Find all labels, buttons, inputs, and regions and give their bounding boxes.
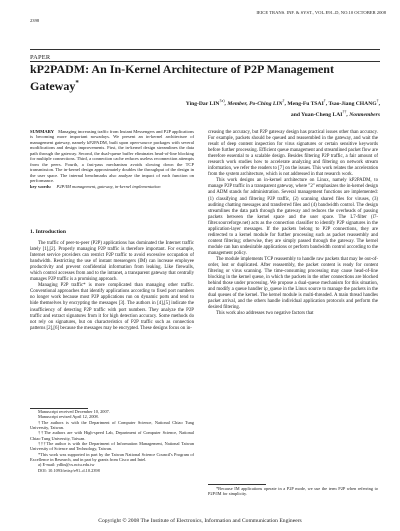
- author-4: , Tsao-Jiang CHANG: [325, 100, 377, 107]
- footnote: †The authors is with the Department of Computer Science, National Chiao Tung University, Taiwan.: [30, 419, 194, 431]
- footnote-doi: DOI: 10.1093/ietisy/e91–d.10.2398: [38, 467, 100, 473]
- title-text: kP2PADM: An In-Kernel Architecture of P2P Management Gateway: [30, 62, 334, 93]
- footnote: Manuscript revised April 12, 2008.: [38, 414, 99, 420]
- paper-title: [30, 62, 380, 93]
- page-number: 2398: [30, 18, 40, 23]
- right-footnote: [208, 486, 378, 497]
- abstract-text: Managing increasing traffic from Instant Messengers and P2P applications is becoming more important nowadays. We present an in-kernel architecture of management gateway, namely kP2PADM, built upon open-source packages with several modifications and design improvements. First, the in-kernel design streamlines the data path through the gateway. Second, the dual-queue buffer eliminates head-of-line blocking for multiple connections. Third, a connection cache reduces useless reconnection attempts from the peers. Fourth, a fast-pass mechanism avoids slowing down the TCP transmission. The in-kernel design approximately doubles the throughput of the design in the user space. The internal benchmarks also analyze the impact of each function on performance.: [30, 129, 194, 184]
- author-4-mark: †: [376, 98, 379, 103]
- left-column-body: [30, 241, 194, 332]
- abstract-label: SUMMARY: [30, 129, 55, 134]
- author-2: , Member, Po-Ching LIN: [224, 100, 283, 107]
- left-footnotes: [30, 409, 194, 473]
- author-3: , Meng-Fu TSAI: [284, 100, 324, 107]
- footnote: Manuscript received December 10, 2007.: [38, 409, 110, 414]
- body-paragraph: creasing the accuracy, but P2P gateway design has practical issues other than accuracy. For example, packets should be queued and reassembled in the gateway, and wait the result of deep content inspection for virus signatures or certain sensitive keywords before further processing. Efficient queue management and streamlined packet flow are therefore essential to a scalable design. Besides filtering P2P traffic, a fair amount of research work studies how to accelerate analyzing and filtering on network stream information, we refer the readers to [7] on the issues. This work relates the acceleration from the system architecture, which is not addressed in that research work.: [208, 130, 378, 178]
- author-2-mark: †: [282, 98, 285, 103]
- section-heading-introduction: 1. Introduction: [30, 229, 66, 235]
- body-paragraph: The traffic of peer-to-peer (P2P) applications has dominated the Internet traffic lately [1],[2]. Properly managing P2P traffic is therefore important. For example, Internet service providers can restrict P2P traffic to avoid excessive occupation of bandwidth. Restricting the use of instant messengers (IM) can increase employee productivity and prevent confidential information from leaking. Like firewalls, which control accesses from and to the intranet, a transparent gateway that centrally manages P2P traffic is a promising approach.: [30, 241, 194, 283]
- author-line-2: [186, 108, 380, 119]
- author-5: and Yuan-Cheng LAI: [290, 112, 343, 119]
- author-3-mark: †: [323, 98, 326, 103]
- copyright-notice: Copyright © 2008 The Institute of Electronics, Information and Communication Engineers: [98, 518, 302, 524]
- right-footnote-rule: [208, 484, 266, 485]
- body-paragraph: This work also addresses two negative factors that: [216, 311, 314, 317]
- keywords-value: P2P/IM management, gateway, in-kernel implementation: [56, 183, 161, 189]
- author-line-1-end: ,: [378, 100, 380, 107]
- paper-category: PAPER: [30, 54, 51, 61]
- body-paragraph: Managing P2P traffic* is more complicated than managing other traffic. Conventional approaches that identify applications according to fixed port numbers no longer work because most P2P applications run on dynamic ports and tend to hide themselves by encrypting the messages [3]. The authors in [4],[5] indicate the insufficiency of detecting P2P traffic with port numbers. They analyze the P2P traffic and extract signatures from it for high detection accuracy. Some methods do not rely on signatures, but on characteristics of P2P traffic such as connection patterns [2],[6] because the messages may be encrypted. These designs focus on in-: [30, 283, 194, 331]
- footnote: *Because IM applications operate in a P2P mode, we use the term P2P when referring to P2P/IM for simplicity.: [208, 486, 378, 497]
- abstract-body: [30, 129, 194, 184]
- keywords-label: key words:: [30, 183, 52, 189]
- right-column: [208, 130, 378, 317]
- author-5-mark: ††: [342, 109, 347, 115]
- author-list: [186, 97, 380, 120]
- footnote: *This work was supported in part by the Taiwan National Science Council's Program of Excellence in Research, and in part by grants from Cisco and Intel.: [30, 451, 194, 463]
- body-paragraph: This work designs an in-kernel architecture on Linux, namely kP2PADM, to manage P2P traffic in a transparent gateway, where "2" emphasizes the in-kernel design and ADM stands for administration. Several management functions are implemented: (1) classifying and filtering P2P traffic, (2) scanning shared files for viruses, (3) auditing chatting messages and transferred files and (4) bandwidth control. The design streamlines the data path through the gateway and reduces the overheads of passing packets between the kernel space and the user space. The L7-filter (l7-filter.sourceforge.net) acts as the connection classifier to identify P2P signatures in the application-layer messages. If the packets belong to P2P connections, they are redirected to a kernel module for further processing such as packet reassembly and content filtering; otherwise, they are simply passed through the gateway. The kernel module can ban undesirable applications or perform bandwidth control according to the management policy.: [208, 178, 379, 256]
- journal-header: IEICE TRANS. INF. & SYST., VOL.E91–D, NO.10 OCTOBER 2008: [256, 10, 386, 15]
- author-line-1: [186, 97, 380, 108]
- author-1: Ying-Dar LIN: [185, 100, 220, 107]
- abstract: [30, 129, 194, 189]
- footnote: †††The author is with the Department of Information Management, National Taiwan University of Science and Technology, Taiwan.: [30, 441, 194, 452]
- header-rule: [30, 49, 380, 50]
- body-paragraph: The module implements TCP reassembly to handle raw packets that may be out-of-order, lost or duplicated. After reassembly, the packet content is ready for content filtering or virus scanning. The time-consuming processing may cause head-of-line blocking in the kernel queue, in which the packets in the other connections are blocked behind those under processing. We propose a dual-queue mechanism for this situation, and modify a queue handler ip_queue in the Linux source to manage the packets in the dual queues of the kernel. The kernel module is multi-threaded. A main thread handles packet arrival, and the others handle individual application protocols and perform the desired filtering.: [208, 256, 378, 311]
- author-1-mark: †a): [219, 98, 225, 103]
- title-footnote-mark: *: [75, 79, 79, 87]
- footnote-email: a) E-mail: ydlin@cs.nctu.edu.tw: [38, 462, 95, 468]
- left-column: [30, 129, 194, 189]
- author-membership: , Nonmembers: [346, 112, 380, 119]
- keywords: [30, 184, 194, 189]
- footnote: ††The authors are with High-speed Lab, Department of Computer Science, National Chiao Tung University, Taiwan.: [30, 430, 194, 441]
